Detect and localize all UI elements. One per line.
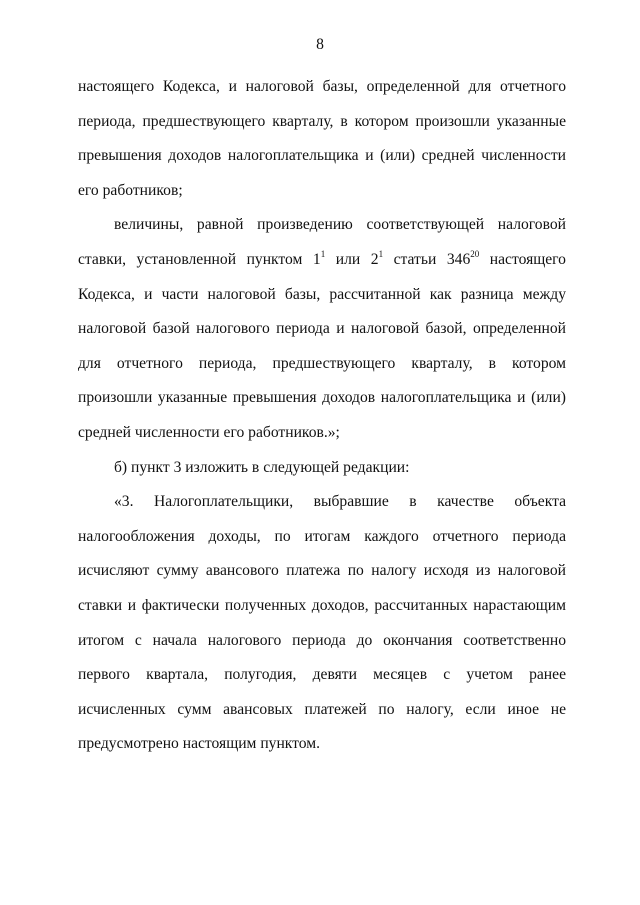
page-number: 8 <box>316 36 324 53</box>
paragraph-amendment-heading: б) пункт 3 изложить в следующей редакции: <box>114 458 410 476</box>
paragraph-continuation: настоящего Кодекса, и налоговой базы, определенной для отчетного периода, предшествующего кварталу, в котором произошли указанные превышения доходов налогоплательщика и (или) средней численности его работников; <box>78 78 566 199</box>
paragraph-text-part: или 2 <box>325 250 379 268</box>
paragraph-text-part: настоящего Кодекса, и части налоговой базы, рассчитанной как разница между налоговой базой налогового периода и налоговой базой, определенной для отчетного периода, предшествующего кварталу, в котором произошли указанные превышения доходов налогоплательщика и (или) средней численности его работников.»; <box>78 250 566 441</box>
paragraph-text-part: статьи 346 <box>383 250 471 268</box>
superscript: 1 <box>320 248 326 259</box>
superscript: 20 <box>470 248 480 259</box>
paragraph-text-part: величины, равной произведению соответствующей налоговой ставки, установленной пунктом 1 <box>78 216 566 268</box>
paragraph-point-3: «3. Налогоплательщики, выбравшие в качестве объекта налогообложения доходы, по итогам каждого отчетного периода исчисляют сумму авансового платежа по налогу исходя из налоговой ставки и фактически полученных доходов, рассчитанных нарастающим итогом с начала налогового периода до окончания соответственно первого квартала, полугодия, девяти месяцев с учетом ранее исчисленных сумм авансовых платежей по налогу, если иное не предусмотрено настоящим пунктом. <box>78 493 566 753</box>
superscript: 1 <box>378 248 384 259</box>
paragraph-amount-clause <box>78 208 566 450</box>
document-body <box>78 70 566 762</box>
